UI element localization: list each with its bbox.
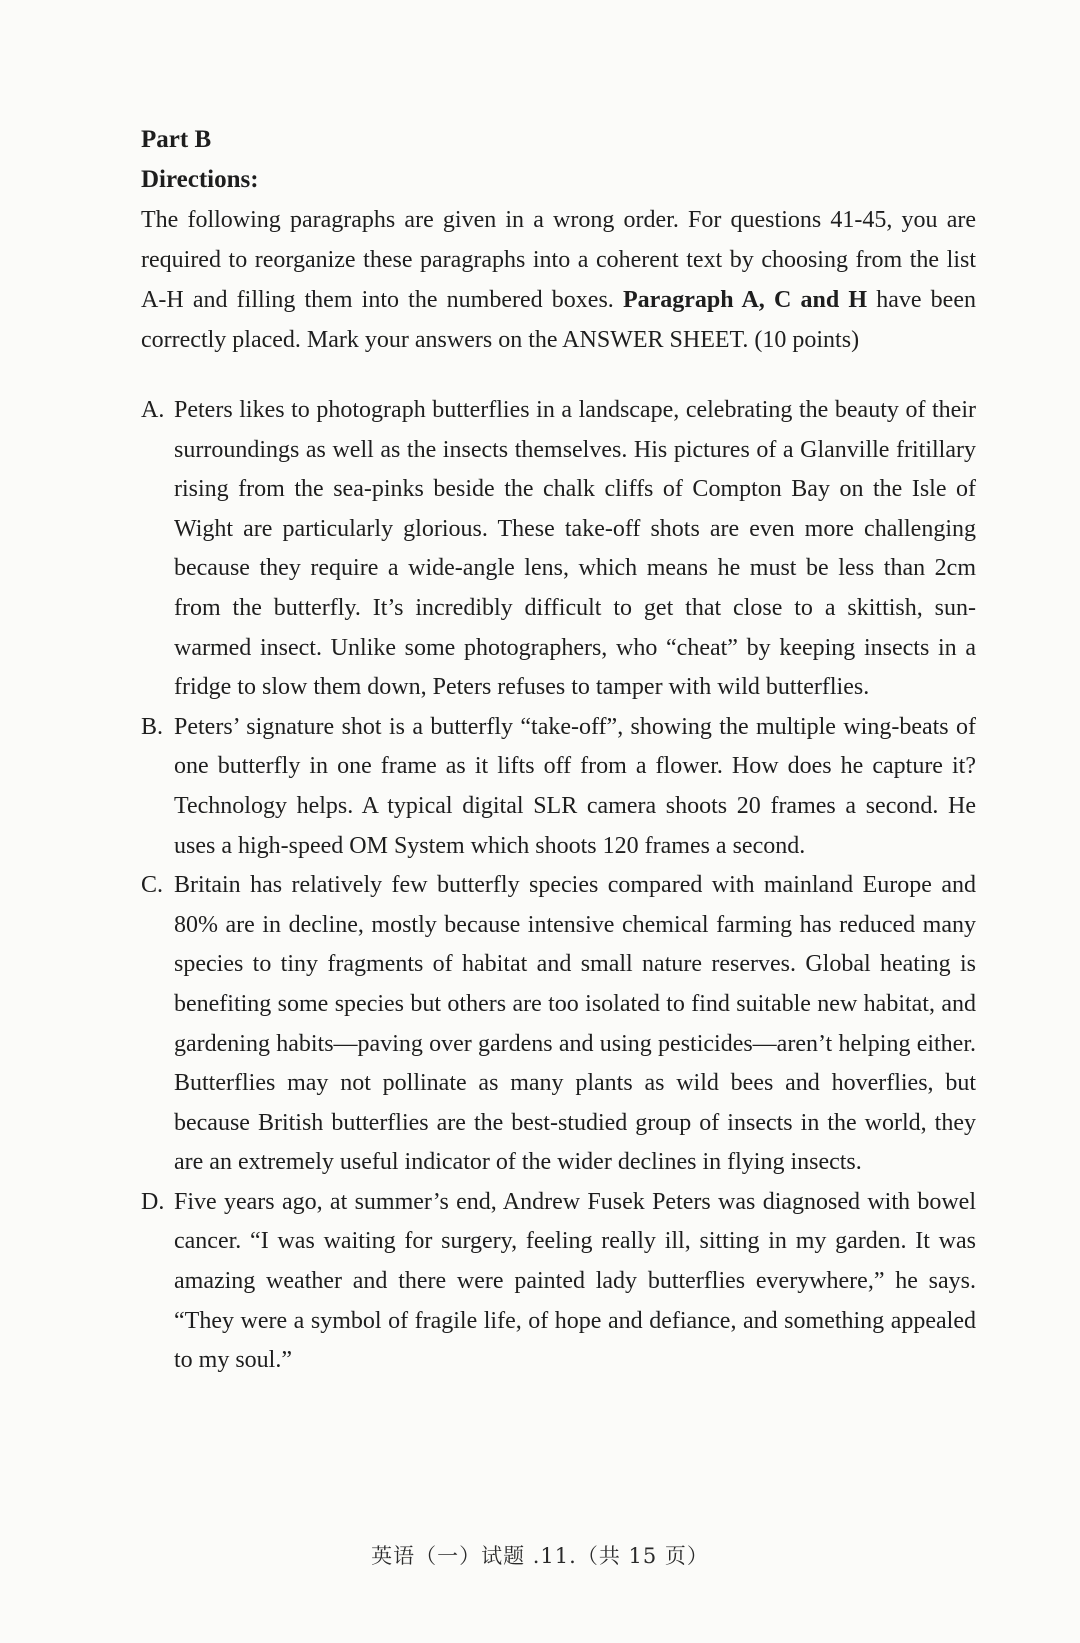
page-footer: 英语（一）试题 .11.（共 15 页） [371,1544,709,1568]
paragraph-letter: B. [141,713,164,740]
paragraph-text: Five years ago, at summer’s end, Andrew Fusek Peters was diagnosed with bowel cancer. “I was waiting for surgery, feeling really ill, sitting in my garden. It was amazing weather and there were painted lady butterflies everywhere,” he says. “They were a symbol of fragile life, of hope and defiance, and something appealed to my soul.” [174,1188,976,1374]
paragraph-b [141,708,976,866]
paragraph-letter: C. [141,872,164,899]
directions-text-after: have been correctly placed. Mark your answers on the ANSWER SHEET. (10 points) [141,287,976,353]
paragraph-d [141,1183,976,1381]
paragraph-c [141,866,976,1183]
paragraph-letter: A. [141,397,165,423]
directions-title: Directions: [141,166,259,193]
paragraph-letter: D. [141,1188,165,1215]
directions-bold: Paragraph A, C and H [622,287,868,313]
paragraph-text: Britain has relatively few butterfly species compared with mainland Europe and 80% are in decline, mostly because intensive chemical farming has reduced many species to tiny fragments of habitat and small nature reserves. Global heating is benefiting some species but others are too isolated to find suitable new habitat, and gardening habits—paving over gardens and using pesticides—aren’t helping either. Butterflies may not pollinate as many plants as wild bees and hoverflies, but because British butterflies are the best-studied group of insects in the world, they are an extremely useful indicator of the wider declines in flying insects. [174,872,976,1176]
paragraph-text: Peters’ signature shot is a butterfly “take-off”, showing the multiple wing-beats of one butterfly in one frame as it lifts off from a flower. How does he capture it? Technology helps. A typical digital SLR camera shoots 20 frames a second. He uses a high-speed OM System which shoots 120 frames a second. [174,713,976,859]
paragraph-list [141,391,976,1381]
directions-text-before: The following paragraphs are given in a wrong order. For questions 41-45, you are required to reorganize these paragraphs into a coherent text by choosing from the list A-H and filling them into the numbered boxes. [141,207,976,313]
paragraph-a [141,391,976,708]
paragraph-text: Peters likes to photograph butterflies in a landscape, celebrating the beauty of their surroundings as well as the insects themselves. His pictures of a Glanville fritillary rising from the sea-pinks beside the chalk cliffs of Compton Bay on the Isle of Wight are particularly glorious. These take-off shots are even more challenging because they require a wide-angle lens, which means he must be less than 2cm from the butterfly. It’s incredibly difficult to get that close to a skittish, sun-warmed insect. Unlike some photographers, who “cheat” by keeping insects in a fridge to slow them down, Peters refuses to tamper with wild butterflies. [174,397,976,701]
part-title: Part B [141,126,212,153]
directions-text [141,200,976,360]
page-content [141,120,976,1381]
